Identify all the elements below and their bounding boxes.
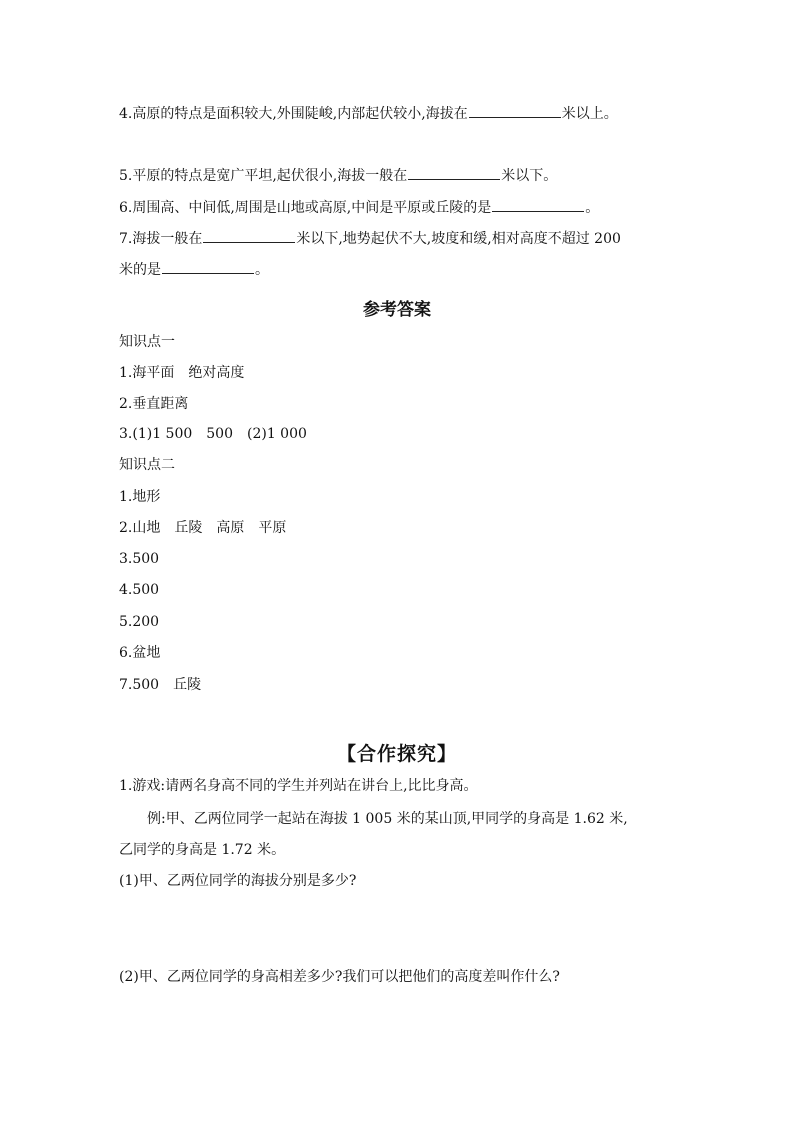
- explore-game: 1.游戏:请两名身高不同的学生并列站在讲台上,比比身高。: [119, 778, 478, 794]
- question-4-blank[interactable]: [469, 102, 561, 118]
- question-7-blank-2[interactable]: [162, 258, 254, 274]
- explore-subquestion-1: (1)甲、乙两位同学的海拔分别是多少?: [119, 873, 357, 889]
- question-5-suffix: 米以下。: [501, 168, 558, 184]
- answer-1-1: 1.海平面 绝对高度: [119, 365, 245, 381]
- answers-title: 参考答案: [363, 300, 431, 320]
- answer-2-5: 5.200: [119, 614, 160, 630]
- answer-1-2: 2.垂直距离: [119, 396, 189, 412]
- answer-2-6: 6.盆地: [119, 645, 161, 661]
- question-6: [119, 196, 599, 218]
- answers-section-2: 知识点二: [119, 457, 175, 473]
- answer-2-7: 7.500 丘陵: [119, 677, 202, 693]
- answer-2-2: 2.山地 丘陵 高原 平原: [119, 520, 287, 536]
- explore-title: 【合作探究】: [336, 743, 457, 765]
- question-7-text: 7.海拔一般在: [119, 231, 203, 247]
- question-7-middle: 米以下,地势起伏不大,坡度和缓,相对高度不超过 200: [296, 231, 621, 247]
- question-4-text: 4.高原的特点是面积较大,外围陡峻,内部起伏较小,海拔在: [119, 106, 468, 122]
- question-4-suffix: 米以上。: [561, 106, 618, 122]
- explore-example-line-2: 乙同学的身高是 1.72 米。: [119, 842, 286, 858]
- question-5: [119, 164, 557, 186]
- question-5-text: 5.平原的特点是宽广平坦,起伏很小,海拔一般在: [119, 168, 408, 184]
- answer-2-4: 4.500: [119, 582, 160, 598]
- answer-1-3: 3.(1)1 500 500 (2)1 000: [119, 426, 307, 442]
- question-5-blank[interactable]: [408, 164, 500, 180]
- question-4: [119, 102, 618, 124]
- question-7: [119, 227, 621, 249]
- answers-section-1: 知识点一: [119, 334, 175, 350]
- question-7-line-2: [119, 258, 269, 280]
- answer-2-3: 3.500: [119, 551, 160, 567]
- question-7-line2-text: 米的是: [119, 262, 161, 278]
- question-6-text: 6.周围高、中间低,周围是山地或高原,中间是平原或丘陵的是: [119, 200, 492, 216]
- explore-example-line-1: 例:甲、乙两位同学一起站在海拔 1 005 米的某山顶,甲同学的身高是 1.62 米,: [147, 811, 628, 827]
- question-6-blank[interactable]: [492, 196, 584, 212]
- answer-2-1: 1.地形: [119, 489, 161, 505]
- question-6-suffix: 。: [585, 200, 600, 216]
- question-7-blank-1[interactable]: [203, 227, 295, 243]
- explore-subquestion-2: (2)甲、乙两位同学的身高相差多少?我们可以把他们的高度差叫作什么?: [119, 969, 560, 985]
- question-7-line2-suffix: 。: [255, 262, 269, 278]
